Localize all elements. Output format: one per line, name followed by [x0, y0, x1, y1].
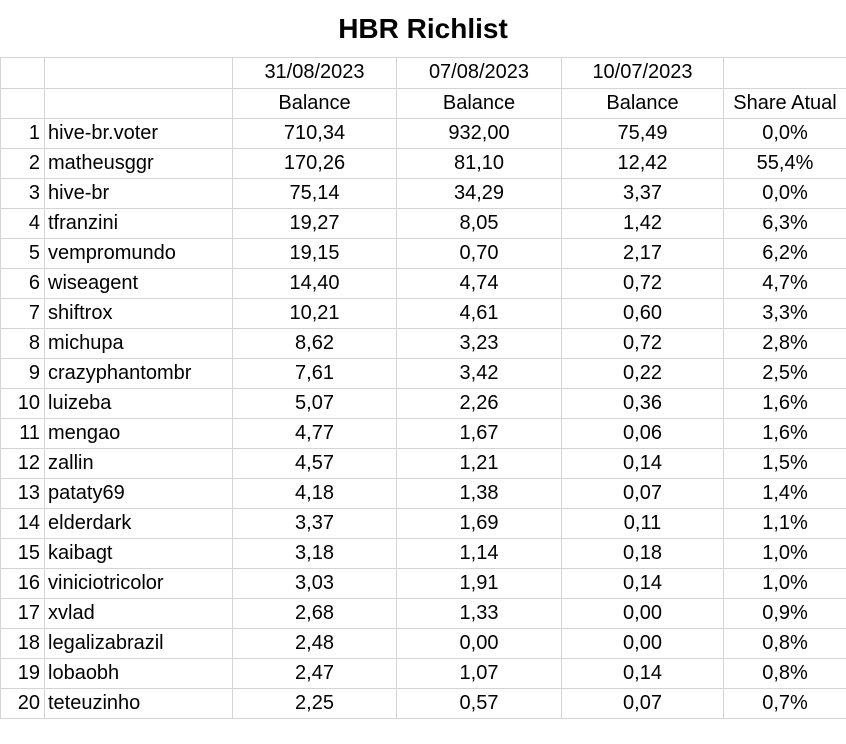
share-cell[interactable]: 0,7% — [724, 688, 846, 718]
balance-cell-2[interactable]: 1,69 — [397, 508, 562, 538]
balance-cell-3[interactable]: 0,60 — [562, 298, 724, 328]
share-cell[interactable]: 0,8% — [724, 658, 846, 688]
rank-cell[interactable]: 8 — [1, 328, 45, 358]
share-cell[interactable]: 1,6% — [724, 388, 846, 418]
share-cell[interactable]: 1,1% — [724, 508, 846, 538]
account-name-cell[interactable]: matheusggr — [45, 148, 233, 178]
balance-cell-3[interactable]: 0,06 — [562, 418, 724, 448]
balance-cell-3[interactable]: 0,14 — [562, 448, 724, 478]
balance-cell-1[interactable]: 4,18 — [233, 478, 397, 508]
table-row — [1, 208, 846, 238]
rank-cell[interactable]: 1 — [1, 118, 45, 148]
rank-cell[interactable]: 10 — [1, 388, 45, 418]
balance-cell-3[interactable]: 0,14 — [562, 568, 724, 598]
balance-cell-3[interactable]: 0,11 — [562, 508, 724, 538]
account-name-cell[interactable]: michupa — [45, 328, 233, 358]
balance-cell-3[interactable]: 0,72 — [562, 268, 724, 298]
account-name-cell[interactable]: shiftrox — [45, 298, 233, 328]
rank-cell[interactable]: 19 — [1, 658, 45, 688]
balance-cell-1[interactable]: 19,27 — [233, 208, 397, 238]
rank-cell[interactable]: 11 — [1, 418, 45, 448]
account-name-cell[interactable]: kaibagt — [45, 538, 233, 568]
table-row — [1, 568, 846, 598]
balance-cell-2[interactable]: 4,61 — [397, 298, 562, 328]
rank-cell[interactable]: 20 — [1, 688, 45, 718]
balance-cell-2[interactable]: 1,07 — [397, 658, 562, 688]
balance-cell-2[interactable]: 3,23 — [397, 328, 562, 358]
balance-cell-2[interactable]: 3,42 — [397, 358, 562, 388]
balance-cell-1[interactable]: 14,40 — [233, 268, 397, 298]
table-row — [1, 148, 846, 178]
account-name-cell[interactable]: crazyphantombr — [45, 358, 233, 388]
balance-cell-1[interactable]: 10,21 — [233, 298, 397, 328]
table-row — [1, 358, 846, 388]
header-row-dates — [1, 58, 846, 88]
table-row — [1, 388, 846, 418]
account-name-cell[interactable]: elderdark — [45, 508, 233, 538]
table-row — [1, 118, 846, 148]
account-name-cell[interactable]: viniciotricolor — [45, 568, 233, 598]
balance-cell-1[interactable]: 2,47 — [233, 658, 397, 688]
header-cell-empty[interactable] — [724, 58, 846, 88]
balance-cell-3[interactable]: 75,49 — [562, 118, 724, 148]
balance-cell-2[interactable]: 2,26 — [397, 388, 562, 418]
header-date-2[interactable]: 07/08/2023 — [397, 58, 562, 88]
share-cell[interactable]: 0,0% — [724, 178, 846, 208]
account-name-cell[interactable]: luizeba — [45, 388, 233, 418]
balance-cell-1[interactable]: 4,57 — [233, 448, 397, 478]
balance-cell-1[interactable]: 19,15 — [233, 238, 397, 268]
rank-cell[interactable]: 17 — [1, 598, 45, 628]
balance-cell-2[interactable]: 1,67 — [397, 418, 562, 448]
header-cell-empty[interactable] — [1, 88, 45, 118]
balance-cell-1[interactable]: 170,26 — [233, 148, 397, 178]
account-name-cell[interactable]: tfranzini — [45, 208, 233, 238]
share-cell[interactable]: 55,4% — [724, 148, 846, 178]
balance-cell-1[interactable]: 3,18 — [233, 538, 397, 568]
balance-cell-3[interactable]: 0,00 — [562, 598, 724, 628]
balance-cell-1[interactable]: 3,37 — [233, 508, 397, 538]
header-cell-empty[interactable] — [45, 58, 233, 88]
balance-cell-1[interactable]: 4,77 — [233, 418, 397, 448]
table-row — [1, 658, 846, 688]
share-cell[interactable]: 2,5% — [724, 358, 846, 388]
richlist-table — [0, 58, 846, 719]
balance-cell-3[interactable]: 0,00 — [562, 628, 724, 658]
balance-cell-2[interactable]: 8,05 — [397, 208, 562, 238]
header-share[interactable]: Share Atual — [724, 88, 846, 118]
account-name-cell[interactable]: legalizabrazil — [45, 628, 233, 658]
page-title: HBR Richlist — [0, 0, 846, 58]
share-cell[interactable]: 0,8% — [724, 628, 846, 658]
rank-cell[interactable]: 12 — [1, 448, 45, 478]
balance-cell-3[interactable]: 0,18 — [562, 538, 724, 568]
table-row — [1, 538, 846, 568]
header-cell-empty[interactable] — [45, 88, 233, 118]
rank-cell[interactable]: 3 — [1, 178, 45, 208]
balance-cell-1[interactable]: 75,14 — [233, 178, 397, 208]
rank-cell[interactable]: 2 — [1, 148, 45, 178]
account-name-cell[interactable]: teteuzinho — [45, 688, 233, 718]
balance-cell-2[interactable]: 1,91 — [397, 568, 562, 598]
account-name-cell[interactable]: hive-br — [45, 178, 233, 208]
balance-cell-2[interactable]: 1,33 — [397, 598, 562, 628]
table-row — [1, 448, 846, 478]
table-row — [1, 418, 846, 448]
share-cell[interactable]: 4,7% — [724, 268, 846, 298]
share-cell[interactable]: 0,0% — [724, 118, 846, 148]
balance-cell-3[interactable]: 2,17 — [562, 238, 724, 268]
balance-cell-2[interactable]: 0,00 — [397, 628, 562, 658]
balance-cell-3[interactable]: 0,07 — [562, 688, 724, 718]
balance-cell-3[interactable]: 0,07 — [562, 478, 724, 508]
share-cell[interactable]: 6,2% — [724, 238, 846, 268]
balance-cell-2[interactable]: 1,38 — [397, 478, 562, 508]
account-name-cell[interactable]: wiseagent — [45, 268, 233, 298]
balance-cell-2[interactable]: 1,14 — [397, 538, 562, 568]
rank-cell[interactable]: 18 — [1, 628, 45, 658]
table-row — [1, 478, 846, 508]
balance-cell-3[interactable]: 1,42 — [562, 208, 724, 238]
header-cell-empty[interactable] — [1, 58, 45, 88]
account-name-cell[interactable]: vempromundo — [45, 238, 233, 268]
header-date-3[interactable]: 10/07/2023 — [562, 58, 724, 88]
table-row — [1, 328, 846, 358]
balance-cell-2[interactable]: 0,57 — [397, 688, 562, 718]
share-cell[interactable]: 1,4% — [724, 478, 846, 508]
balance-cell-2[interactable]: 34,29 — [397, 178, 562, 208]
rank-cell[interactable]: 15 — [1, 538, 45, 568]
header-date-1[interactable]: 31/08/2023 — [233, 58, 397, 88]
rank-cell[interactable]: 9 — [1, 358, 45, 388]
header-balance-3[interactable]: Balance — [562, 88, 724, 118]
balance-cell-2[interactable]: 1,21 — [397, 448, 562, 478]
header-balance-1[interactable]: Balance — [233, 88, 397, 118]
balance-cell-2[interactable]: 932,00 — [397, 118, 562, 148]
table-row — [1, 598, 846, 628]
table-row — [1, 508, 846, 538]
share-cell[interactable]: 1,0% — [724, 538, 846, 568]
table-row — [1, 268, 846, 298]
table-row — [1, 298, 846, 328]
balance-cell-1[interactable]: 2,25 — [233, 688, 397, 718]
header-balance-2[interactable]: Balance — [397, 88, 562, 118]
header-row-labels — [1, 88, 846, 118]
balance-cell-1[interactable]: 5,07 — [233, 388, 397, 418]
account-name-cell[interactable]: lobaobh — [45, 658, 233, 688]
balance-cell-3[interactable]: 3,37 — [562, 178, 724, 208]
balance-cell-3[interactable]: 0,36 — [562, 388, 724, 418]
balance-cell-2[interactable]: 4,74 — [397, 268, 562, 298]
balance-cell-1[interactable]: 8,62 — [233, 328, 397, 358]
account-name-cell[interactable]: pataty69 — [45, 478, 233, 508]
rank-cell[interactable]: 13 — [1, 478, 45, 508]
balance-cell-2[interactable]: 81,10 — [397, 148, 562, 178]
share-cell[interactable]: 1,0% — [724, 568, 846, 598]
share-cell[interactable]: 2,8% — [724, 328, 846, 358]
balance-cell-3[interactable]: 0,14 — [562, 658, 724, 688]
rank-cell[interactable]: 14 — [1, 508, 45, 538]
account-name-cell[interactable]: hive-br.voter — [45, 118, 233, 148]
rank-cell[interactable]: 4 — [1, 208, 45, 238]
rank-cell[interactable]: 6 — [1, 268, 45, 298]
account-name-cell[interactable]: xvlad — [45, 598, 233, 628]
balance-cell-1[interactable]: 2,68 — [233, 598, 397, 628]
richlist-table-body — [1, 58, 846, 718]
balance-cell-1[interactable]: 3,03 — [233, 568, 397, 598]
table-row — [1, 178, 846, 208]
account-name-cell[interactable]: zallin — [45, 448, 233, 478]
share-cell[interactable]: 6,3% — [724, 208, 846, 238]
table-row — [1, 628, 846, 658]
balance-cell-1[interactable]: 710,34 — [233, 118, 397, 148]
balance-cell-3[interactable]: 0,72 — [562, 328, 724, 358]
balance-cell-2[interactable]: 0,70 — [397, 238, 562, 268]
table-row — [1, 238, 846, 268]
share-cell[interactable]: 0,9% — [724, 598, 846, 628]
share-cell[interactable]: 1,6% — [724, 418, 846, 448]
balance-cell-3[interactable]: 0,22 — [562, 358, 724, 388]
rank-cell[interactable]: 5 — [1, 238, 45, 268]
balance-cell-1[interactable]: 7,61 — [233, 358, 397, 388]
account-name-cell[interactable]: mengao — [45, 418, 233, 448]
table-row — [1, 688, 846, 718]
balance-cell-3[interactable]: 12,42 — [562, 148, 724, 178]
balance-cell-1[interactable]: 2,48 — [233, 628, 397, 658]
share-cell[interactable]: 1,5% — [724, 448, 846, 478]
rank-cell[interactable]: 16 — [1, 568, 45, 598]
rank-cell[interactable]: 7 — [1, 298, 45, 328]
share-cell[interactable]: 3,3% — [724, 298, 846, 328]
